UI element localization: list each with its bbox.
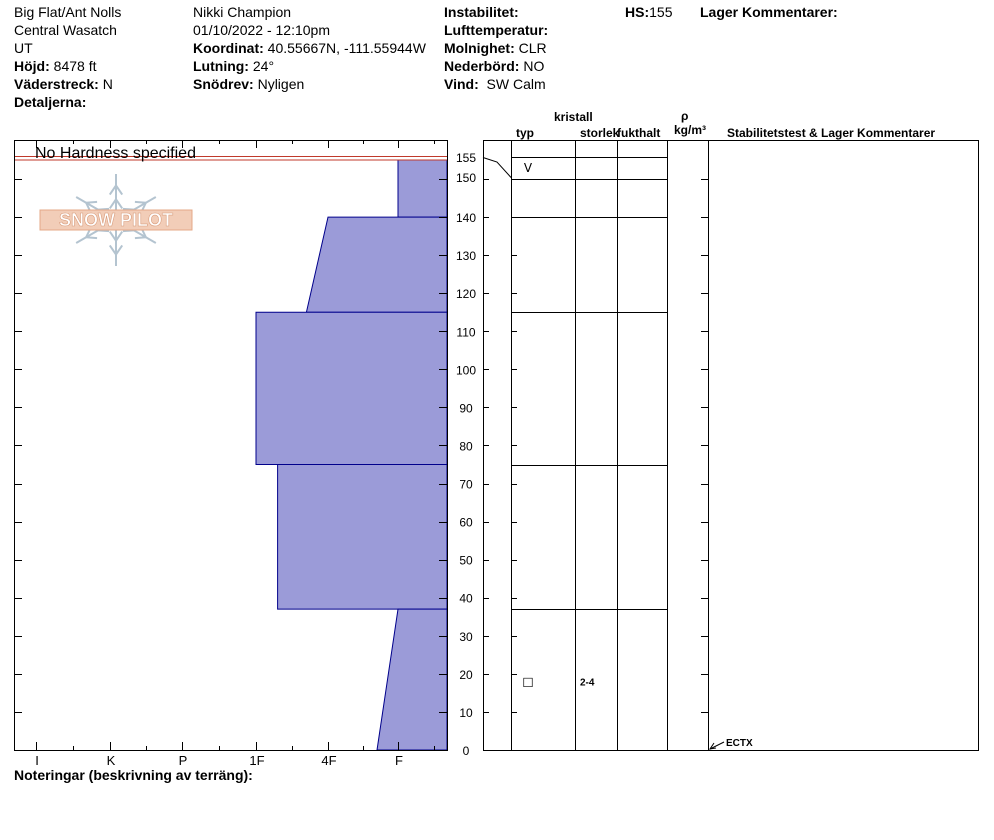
- height-tick-label: 110: [456, 325, 476, 340]
- hardness-tick-label: F: [395, 753, 403, 768]
- height-tick-label: 155: [455, 151, 477, 165]
- grain-table-frame: [484, 141, 979, 751]
- notes-label: Noteringar (beskrivning av terräng):: [14, 767, 253, 783]
- test-label: ECTX: [726, 738, 753, 749]
- col-tests: Stabilitetstest & Lager Kommentarer: [727, 126, 936, 140]
- slope-value: 24°: [252, 58, 275, 74]
- grain-table-columns: [512, 140, 709, 750]
- height-tick-label: 70: [459, 477, 473, 492]
- grain-symbol: V: [523, 161, 533, 175]
- col-density-unit: kg/m³: [674, 123, 707, 137]
- wind-loading-label: Snödrev:: [193, 76, 254, 92]
- aspect-value: N: [102, 76, 113, 92]
- aspect-label: Väderstreck:: [14, 76, 99, 92]
- flake-branch: [135, 237, 146, 238]
- range: Central Wasatch: [14, 22, 117, 38]
- precip-value: NO: [523, 58, 545, 74]
- col-crystal: kristall: [554, 110, 593, 124]
- hardness-tick-label: I: [35, 753, 39, 768]
- logo-text: SNOW PILOT: [59, 210, 173, 230]
- layer-comments-label: Lager Kommentarer:: [700, 4, 838, 20]
- col-rho: ρ: [681, 109, 689, 123]
- height-tick-label: 40: [459, 591, 473, 606]
- hardness-layer: [377, 609, 447, 750]
- height-tick-label: 150: [455, 171, 477, 185]
- hardness-tick-label: 4F: [321, 753, 337, 768]
- wind-loading-value: Nyligen: [257, 76, 305, 92]
- slope-label: Lutning:: [193, 58, 249, 74]
- hardness-layer: [278, 465, 447, 610]
- flake-branch: [86, 237, 97, 238]
- elevation-value: 8478 ft: [53, 58, 97, 74]
- height-tick-label: 80: [459, 439, 473, 454]
- height-tick-label: 20: [459, 667, 473, 682]
- height-tick-label: 10: [459, 705, 473, 720]
- height-tick-label: 50: [459, 553, 473, 568]
- height-tick-label: 130: [455, 249, 477, 264]
- hs-label: HS:: [625, 4, 650, 20]
- hardness-profile: [256, 160, 447, 750]
- datetime: 01/10/2022 - 12:10pm: [193, 22, 330, 38]
- hs-value: 155: [649, 4, 673, 20]
- surface-connector: [483, 158, 511, 178]
- column-headers: [516, 109, 935, 140]
- hardness-layer: [306, 217, 447, 312]
- coord-value: 40.55667N, -111.55944W: [267, 40, 426, 56]
- instability-label: Instabilitet:: [444, 4, 519, 20]
- hardness-layer: [256, 312, 447, 464]
- hardness-tick-label: 1F: [249, 753, 265, 768]
- hardness-tick-label: P: [178, 753, 188, 768]
- grain-size: 2-4: [580, 677, 595, 689]
- stability-tests: [710, 738, 753, 749]
- coord-label: Koordinat:: [193, 40, 264, 56]
- grain-symbol: □: [522, 674, 534, 689]
- height-tick-label: 30: [459, 629, 473, 644]
- col-moisture: fukthalt: [617, 126, 661, 140]
- col-size: storlek: [580, 126, 620, 140]
- observer: Nikki Champion: [193, 4, 292, 20]
- height-tick-label: 90: [459, 401, 473, 416]
- no-hardness-note: No Hardness specified: [35, 145, 196, 162]
- flake-branch: [86, 202, 97, 203]
- wind-label: Vind:: [444, 76, 479, 92]
- precip-label: Nederbörd:: [444, 58, 520, 74]
- elevation-label: Höjd:: [14, 58, 50, 74]
- location: Big Flat/Ant Nolls: [14, 4, 122, 20]
- sky-value: CLR: [518, 40, 547, 56]
- flake-branch: [135, 202, 146, 203]
- snowpilot-logo: [40, 174, 192, 266]
- height-tick-label: 0: [462, 744, 470, 758]
- air-temp-label: Lufttemperatur:: [444, 22, 549, 38]
- height-tick-label: 100: [455, 363, 477, 378]
- height-tick-label: 60: [459, 515, 473, 530]
- hardness-tick-label: K: [106, 753, 116, 768]
- details-label: Detaljerna:: [14, 94, 87, 110]
- height-tick-label: 140: [455, 211, 477, 226]
- wind-value: SW Calm: [486, 76, 546, 92]
- height-tick-label: 120: [455, 287, 477, 302]
- col-type: typ: [516, 126, 534, 140]
- hardness-layer: [398, 160, 447, 217]
- state: UT: [14, 40, 33, 56]
- sky-label: Molnighet:: [444, 40, 515, 56]
